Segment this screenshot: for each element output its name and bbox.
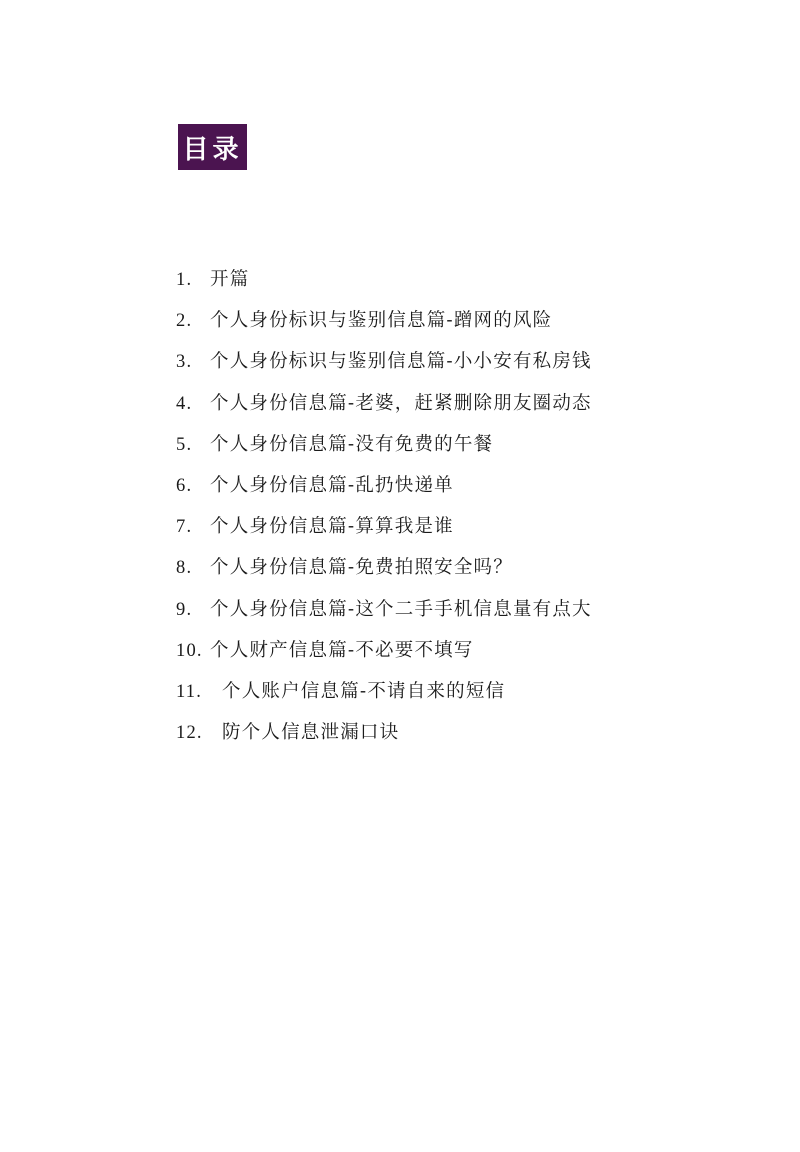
toc-item-title: 个人身份信息篇-没有免费的午餐: [210, 433, 494, 455]
toc-item-number: 11.: [176, 681, 203, 702]
toc-item-number: 10.: [176, 640, 203, 661]
toc-item-3[interactable]: [176, 348, 592, 389]
toc-item-title: 个人身份信息篇-免费拍照安全吗？: [210, 557, 513, 579]
toc-item-6[interactable]: [176, 472, 592, 513]
table-of-contents: [176, 266, 592, 760]
toc-item-5[interactable]: [176, 431, 592, 472]
toc-item-number: 1.: [176, 270, 193, 290]
toc-item-title: 个人身份标识与鉴别信息篇-小小安有私房钱: [210, 351, 592, 373]
toc-item-4[interactable]: [176, 390, 592, 431]
toc-item-1[interactable]: [176, 266, 592, 307]
page-title: 目录: [178, 124, 247, 170]
toc-item-number: 7.: [176, 517, 193, 538]
toc-item-title: 个人身份信息篇-算算我是谁: [210, 516, 454, 538]
toc-item-number: 12.: [176, 723, 203, 744]
toc-item-number: 4.: [176, 393, 193, 414]
toc-item-12[interactable]: [176, 719, 592, 760]
toc-item-title: 防个人信息泄漏口诀: [222, 722, 400, 744]
toc-item-11[interactable]: [176, 678, 592, 719]
toc-item-number: 9.: [176, 599, 193, 620]
toc-item-number: 3.: [176, 352, 193, 373]
toc-item-title: 个人身份标识与鉴别信息篇-蹭网的风险: [210, 310, 553, 332]
toc-item-title: 开篇: [210, 269, 250, 290]
toc-item-title: 个人身份信息篇-老婆，赶紧删除朋友圈动态: [210, 392, 592, 414]
toc-item-number: 2.: [176, 311, 193, 332]
toc-item-number: 8.: [176, 558, 193, 579]
toc-item-2[interactable]: [176, 307, 592, 348]
toc-item-10[interactable]: [176, 637, 592, 678]
toc-item-title: 个人财产信息篇-不必要不填写: [210, 639, 474, 661]
toc-item-title: 个人身份信息篇-乱扔快递单: [210, 474, 454, 496]
toc-item-8[interactable]: [176, 554, 592, 595]
toc-item-number: 6.: [176, 475, 193, 496]
toc-item-7[interactable]: [176, 513, 592, 554]
toc-item-9[interactable]: [176, 596, 592, 637]
toc-item-title: 个人账户信息篇-不请自来的短信: [222, 680, 506, 702]
toc-item-title: 个人身份信息篇-这个二手手机信息量有点大: [210, 598, 592, 620]
toc-item-number: 5.: [176, 434, 193, 455]
